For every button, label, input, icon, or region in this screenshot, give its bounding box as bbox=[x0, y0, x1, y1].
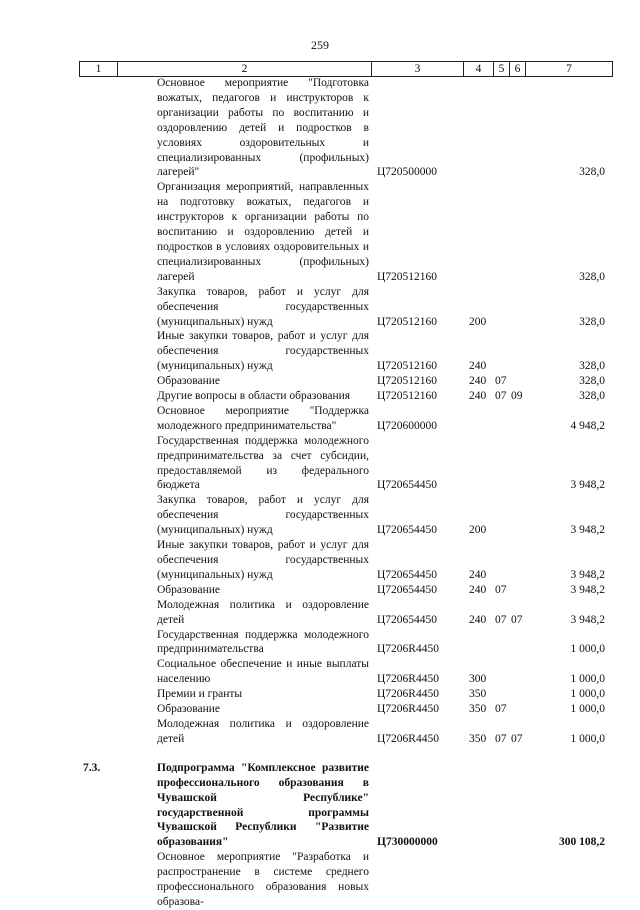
row-rz: 07 bbox=[495, 583, 507, 596]
row-code: Ц720512160 bbox=[377, 315, 438, 328]
row-code: Ц720654450 bbox=[377, 479, 438, 492]
row-vr: 240 bbox=[469, 568, 487, 581]
row-name: Образование bbox=[157, 375, 221, 388]
row-code: Ц7206R4450 bbox=[377, 643, 439, 656]
row-code: Ц720512160 bbox=[377, 360, 438, 373]
table-row bbox=[79, 657, 611, 687]
row-sum: 3 948,2 bbox=[570, 568, 605, 581]
row-rz: 07 bbox=[495, 613, 507, 626]
row-name: Молодежная политика и оздоровление детей bbox=[157, 598, 369, 626]
row-vr: 200 bbox=[469, 315, 487, 328]
row-sum: 3 948,2 bbox=[570, 479, 605, 492]
header-col-4: 4 bbox=[464, 62, 494, 76]
row-name: Государственная поддержка молодежного предпринимательства за счет субсидии, предоставляемой из федерального бюджета bbox=[157, 434, 369, 492]
row-pr: 09 bbox=[511, 390, 523, 403]
header-col-5: 5 bbox=[494, 62, 510, 76]
row-vr: 200 bbox=[469, 524, 487, 537]
row-name: Иные закупки товаров, работ и услуг для обеспечения государственных (муниципальных) нужд bbox=[157, 330, 369, 373]
row-name: Организация мероприятий, направленных на подготовку вожатых, педагогов и инструкторов к организации работы по воспитанию и оздоровлению детей и подростков в условиях оздоровительных и специализированных (профильных) лагерей bbox=[157, 181, 369, 283]
row-name: Основное мероприятие "Поддержка молодежного предпринимательства" bbox=[157, 404, 369, 432]
table-header bbox=[79, 61, 613, 77]
row-sum: 328,0 bbox=[579, 390, 605, 403]
row-sum: 4 948,2 bbox=[570, 419, 605, 432]
row-vr: 350 bbox=[469, 703, 487, 716]
rows-container bbox=[79, 76, 611, 747]
table-row bbox=[79, 374, 611, 389]
subprogram-sum: 300 108,2 bbox=[559, 836, 605, 849]
table-row bbox=[79, 434, 611, 494]
table-row bbox=[79, 76, 611, 180]
row-name: Иные закупки товаров, работ и услуг для обеспечения государственных (муниципальных) нужд bbox=[157, 539, 369, 581]
row-sum: 1 000,0 bbox=[570, 732, 605, 745]
row-code: Ц720512160 bbox=[377, 270, 438, 283]
row-name: Образование bbox=[157, 703, 221, 716]
row-vr: 240 bbox=[469, 613, 487, 626]
row-code: Ц720500000 bbox=[377, 166, 438, 179]
row-sum: 1 000,0 bbox=[570, 673, 605, 686]
table-row bbox=[79, 329, 611, 374]
row-sum: 328,0 bbox=[579, 270, 605, 283]
row-sum: 328,0 bbox=[579, 360, 605, 373]
row-name: Государственная поддержка молодежного предпринимательства bbox=[157, 628, 369, 656]
row-name: Закупка товаров, работ и услуг для обеспечения государственных (муниципальных) нужд bbox=[157, 494, 369, 537]
row-name: Молодежная политика и оздоровление детей bbox=[157, 717, 369, 745]
row-code: Ц7206R4450 bbox=[377, 732, 439, 745]
last-row bbox=[79, 850, 611, 910]
row-sum: 328,0 bbox=[579, 166, 605, 179]
row-name: Закупка товаров, работ и услуг для обеспечения государственных (муниципальных) нужд bbox=[157, 285, 369, 328]
row-vr: 240 bbox=[469, 375, 487, 388]
subprogram-number: 7.3. bbox=[83, 761, 101, 774]
row-name: Социальное обеспечение и иные выплаты населению bbox=[157, 658, 369, 686]
row-code: Ц7206R4450 bbox=[377, 673, 439, 686]
row-vr: 240 bbox=[469, 390, 487, 403]
table-row bbox=[79, 687, 611, 702]
row-rz: 07 bbox=[495, 703, 507, 716]
row-rz: 07 bbox=[495, 390, 507, 403]
subprogram-code: Ц730000000 bbox=[377, 836, 438, 849]
row-code: Ц720654450 bbox=[377, 568, 438, 581]
row-vr: 300 bbox=[469, 673, 487, 686]
row-name: Основное мероприятие "Подготовка вожатых, педагогов и инструкторов к организации работы по воспитанию и оздоровлению детей и подростков в условиях оздоровительных и специализированных (профильных) лагерей" bbox=[157, 77, 369, 179]
row-pr: 07 bbox=[511, 613, 523, 626]
last-row-text: Основное мероприятие "Разработка и распространение в системе среднего профессионального образования новых образова- bbox=[157, 851, 369, 908]
header-col-3: 3 bbox=[372, 62, 464, 76]
table-row bbox=[79, 702, 611, 717]
subprogram-row bbox=[79, 761, 611, 850]
row-code: Ц7206R4450 bbox=[377, 688, 439, 701]
row-sum: 3 948,2 bbox=[570, 524, 605, 537]
row-sum: 1 000,0 bbox=[570, 688, 605, 701]
row-sum: 1 000,0 bbox=[570, 703, 605, 716]
row-name: Премии и гранты bbox=[157, 688, 243, 701]
row-sum: 1 000,0 bbox=[570, 643, 605, 656]
table-row bbox=[79, 583, 611, 598]
table-row bbox=[79, 717, 611, 747]
row-vr: 350 bbox=[469, 688, 487, 701]
table-row bbox=[79, 538, 611, 583]
table-row bbox=[79, 404, 611, 434]
row-code: Ц720654450 bbox=[377, 613, 438, 626]
table-row bbox=[79, 285, 611, 330]
header-col-2: 2 bbox=[118, 62, 372, 76]
subprogram-title: Подпрограмма "Комплексное развитие профессионального образования в Чувашской Республике" государственной программы Чувашской Республики "Развитие образования" bbox=[157, 761, 369, 849]
row-rz: 07 bbox=[495, 375, 507, 388]
row-rz: 07 bbox=[495, 732, 507, 745]
table-row bbox=[79, 598, 611, 628]
row-code: Ц720512160 bbox=[377, 390, 438, 403]
row-sum: 3 948,2 bbox=[570, 583, 605, 596]
row-vr: 240 bbox=[469, 583, 487, 596]
row-sum: 3 948,2 bbox=[570, 613, 605, 626]
row-code: Ц720654450 bbox=[377, 583, 438, 596]
row-code: Ц7206R4450 bbox=[377, 703, 439, 716]
row-vr: 350 bbox=[469, 732, 487, 745]
row-name: Другие вопросы в области образования bbox=[157, 390, 351, 403]
budget-table-body bbox=[79, 76, 611, 910]
row-name: Образование bbox=[157, 583, 221, 596]
header-col-1: 1 bbox=[80, 62, 118, 76]
header-col-6: 6 bbox=[510, 62, 526, 76]
page-number: 259 bbox=[311, 38, 329, 52]
table-row bbox=[79, 628, 611, 658]
table-row bbox=[79, 493, 611, 538]
row-sum: 328,0 bbox=[579, 315, 605, 328]
row-code: Ц720600000 bbox=[377, 419, 438, 432]
row-code: Ц720654450 bbox=[377, 524, 438, 537]
table-row bbox=[79, 389, 611, 404]
table-row bbox=[79, 180, 611, 284]
row-pr: 07 bbox=[511, 732, 523, 745]
header-col-7: 7 bbox=[566, 63, 572, 75]
row-sum: 328,0 bbox=[579, 375, 605, 388]
row-vr: 240 bbox=[469, 360, 487, 373]
row-code: Ц720512160 bbox=[377, 375, 438, 388]
